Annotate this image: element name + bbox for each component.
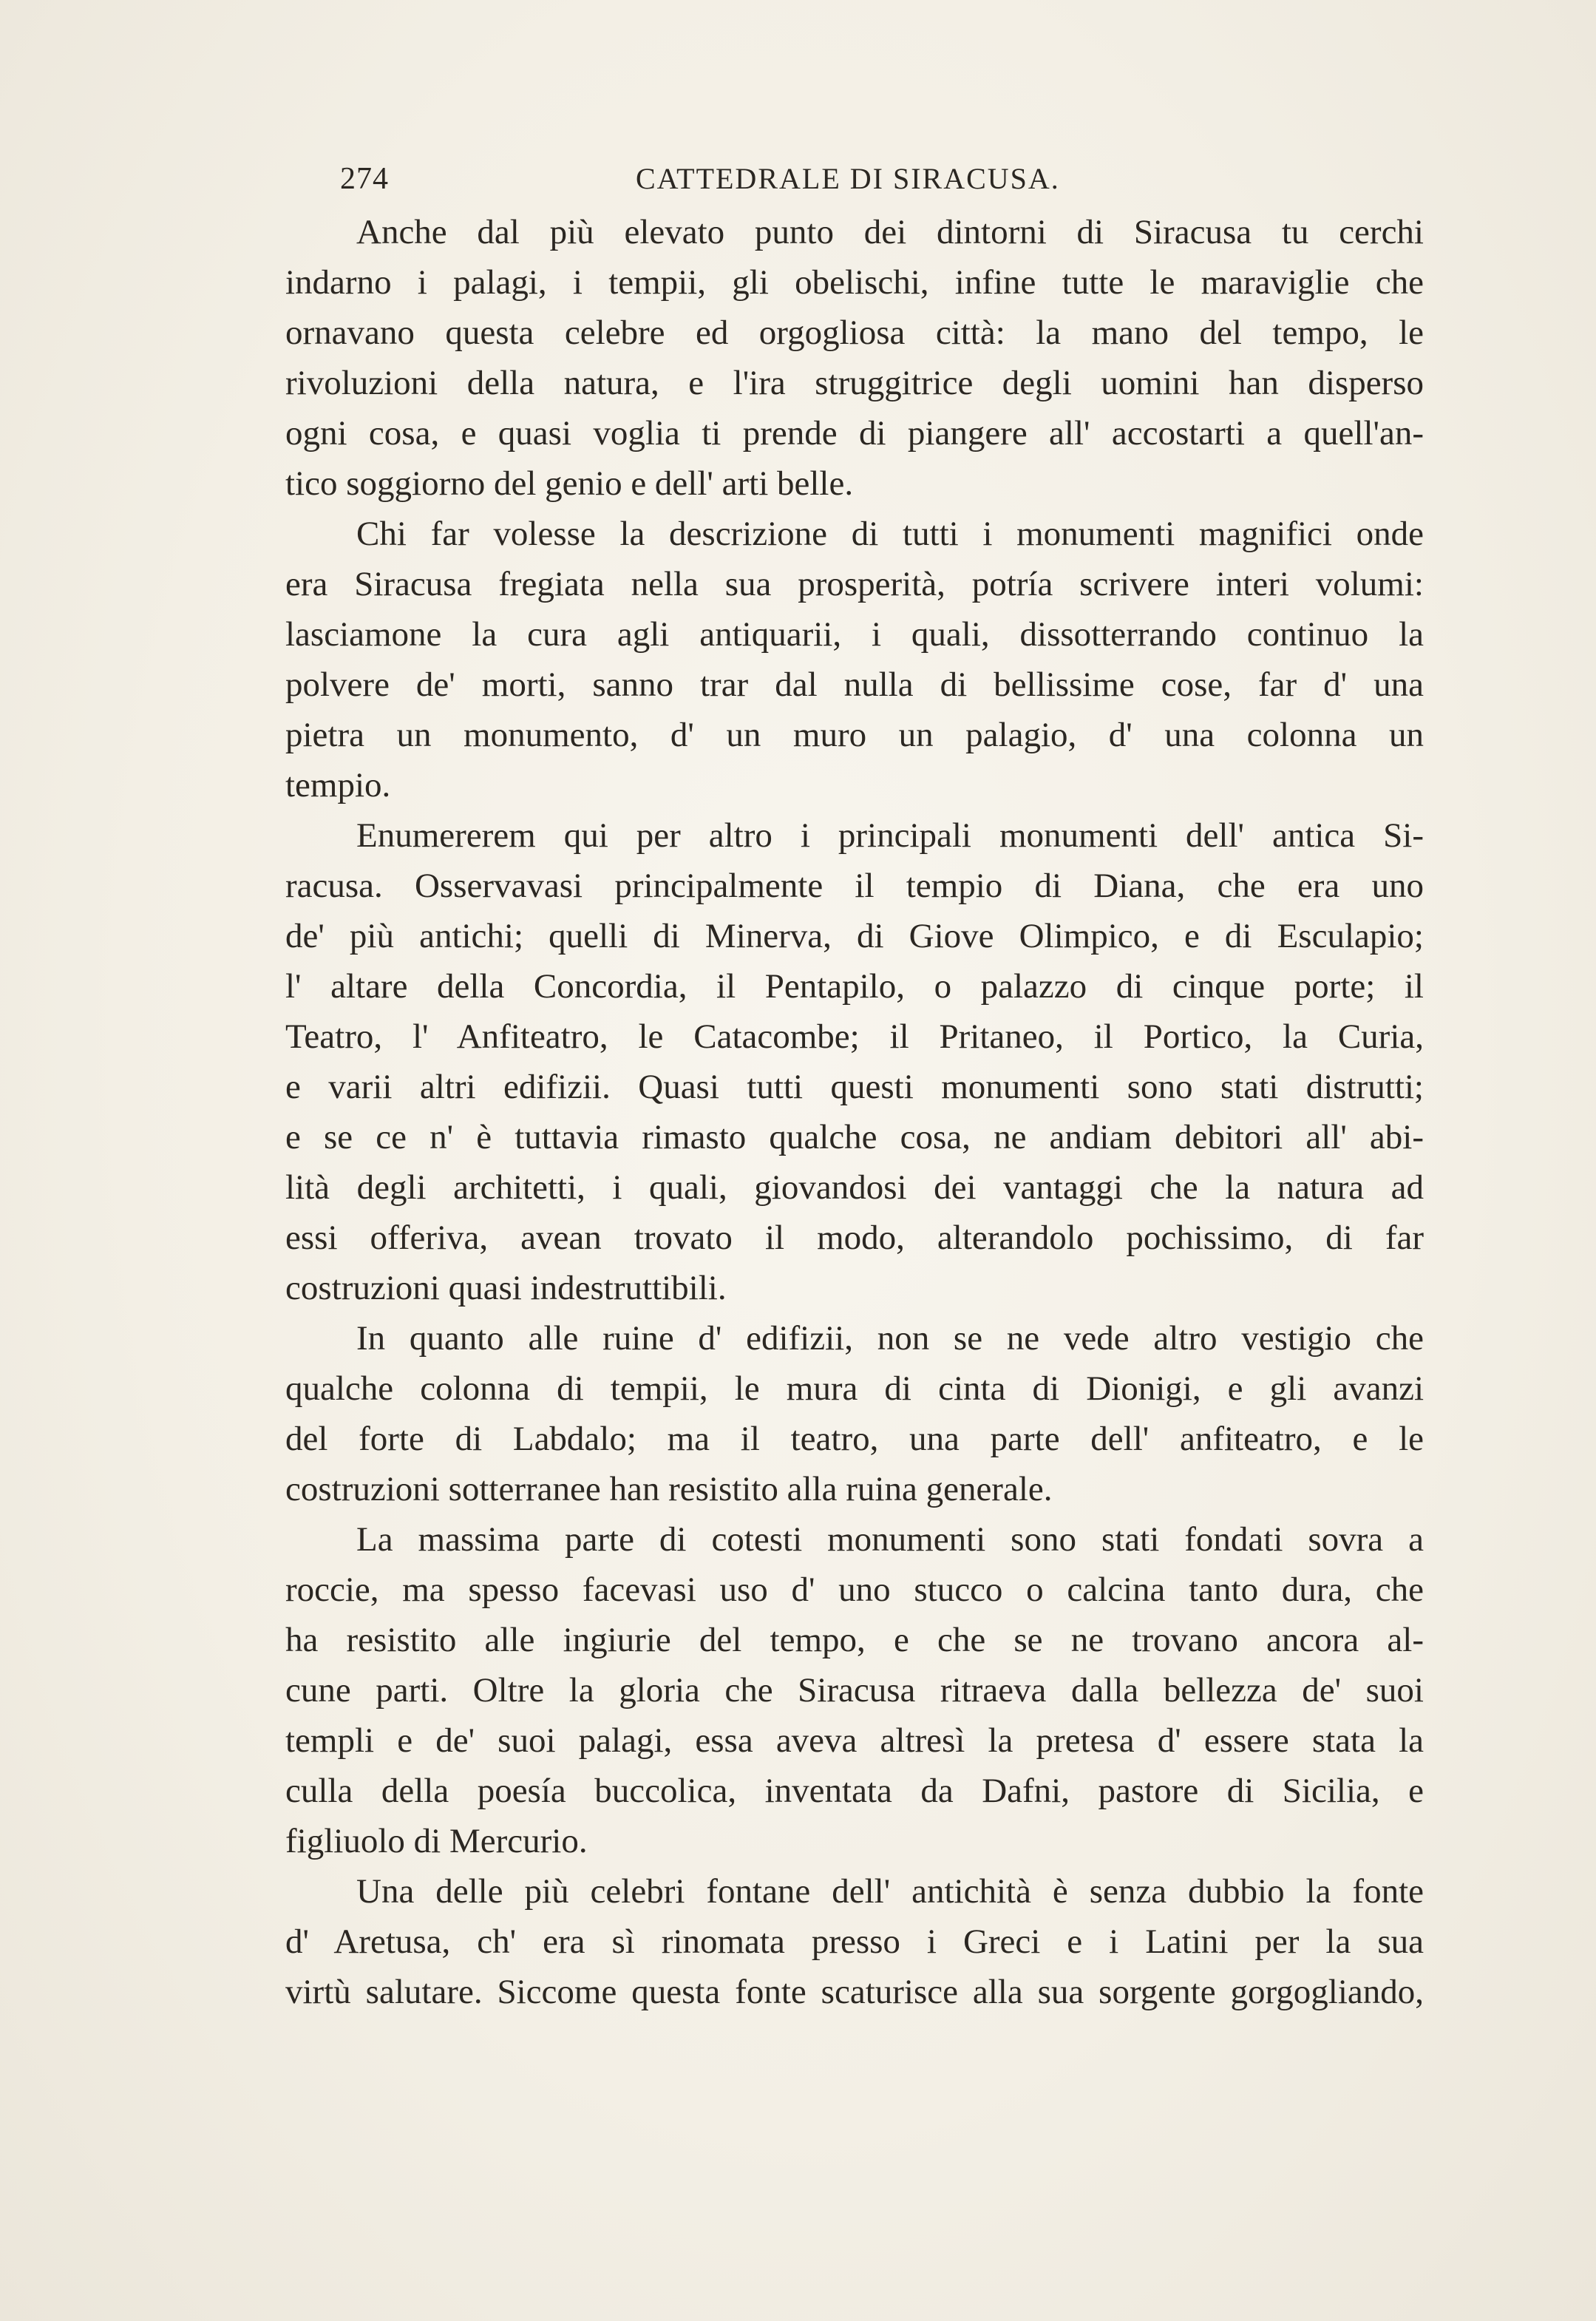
body-text: [285, 207, 1424, 2017]
text-line: e se ce n' è tuttavia rimasto qualche cosa, ne andiam debitori all' abi-: [285, 1118, 1424, 1156]
paragraph-3: [285, 810, 1424, 1313]
text-line: tico soggiorno del genio e dell' arti belle.: [285, 464, 854, 503]
text-line: Enumererem qui per altro i principali monumenti dell' antica Si-: [356, 816, 1424, 855]
text-line: qualche colonna di tempii, le mura di cinta di Dionigi, e gli avanzi: [285, 1369, 1424, 1408]
text-line: Anche dal più elevato punto dei dintorni di Siracusa tu cerchi: [356, 213, 1424, 251]
text-line: culla della poesía buccolica, inventata da Dafni, pastore di Sicilia, e: [285, 1772, 1424, 1810]
page-number: 274: [340, 162, 389, 196]
text-line: ornavano questa celebre ed orgogliosa città: la mano del tempo, le: [285, 314, 1424, 352]
text-line: l' altare della Concordia, il Pentapilo, o palazzo di cinque porte; il: [285, 967, 1424, 1006]
paragraph-1: [285, 207, 1424, 509]
text-line: racusa. Osservavasi principalmente il tempio di Diana, che era uno: [285, 867, 1424, 905]
text-line: cune parti. Oltre la gloria che Siracusa ritraeva dalla bellezza de' suoi: [285, 1671, 1424, 1710]
text-line: templi e de' suoi palagi, essa aveva altresì la pretesa d' essere stata la: [285, 1721, 1424, 1760]
text-line: polvere de' morti, sanno trar dal nulla di bellissime cose, far d' una: [285, 665, 1424, 704]
paragraph-4: [285, 1313, 1424, 1514]
text-line: pietra un monumento, d' un muro un palagio, d' una colonna un: [285, 716, 1424, 754]
text-line: e varii altri edifizii. Quasi tutti questi monumenti sono stati distrutti;: [285, 1068, 1424, 1106]
text-line: virtù salutare. Siccome questa fonte scaturisce alla sua sorgente gorgogliando,: [285, 1973, 1424, 2011]
text-line: Chi far volesse la descrizione di tutti i monumenti magnifici onde: [356, 515, 1424, 553]
text-line: ogni cosa, e quasi voglia ti prende di piangere all' accostarti a quell'an-: [285, 414, 1424, 453]
text-line: era Siracusa fregiata nella sua prosperità, potría scrivere interi volumi:: [285, 565, 1424, 603]
text-line: Una delle più celebri fontane dell' antichità è senza dubbio la fonte: [356, 1872, 1424, 1911]
text-line: essi offeriva, avean trovato il modo, alterandolo pochissimo, di far: [285, 1219, 1424, 1257]
text-line: figliuolo di Mercurio.: [285, 1822, 588, 1860]
text-line: La massima parte di cotesti monumenti sono stati fondati sovra a: [356, 1520, 1424, 1559]
text-line: indarno i palagi, i tempii, gli obelischi, infine tutte le maraviglie che: [285, 263, 1424, 302]
text-line: costruzioni quasi indestruttibili.: [285, 1269, 727, 1307]
text-line: d' Aretusa, ch' era sì rinomata presso i Greci e i Latini per la sua: [285, 1922, 1424, 1961]
text-line: Teatro, l' Anfiteatro, le Catacombe; il Pritaneo, il Portico, la Curia,: [285, 1017, 1424, 1056]
running-head: [340, 161, 1212, 206]
text-line: In quanto alle ruine d' edifizii, non se ne vede altro vestigio che: [356, 1319, 1424, 1358]
paragraph-5: [285, 1514, 1424, 1866]
text-line: de' più antichi; quelli di Minerva, di Giove Olimpico, e di Esculapio;: [285, 917, 1424, 955]
text-line: lasciamone la cura agli antiquarii, i quali, dissotterrando continuo la: [285, 615, 1424, 654]
text-line: del forte di Labdalo; ma il teatro, una parte dell' anfiteatro, e le: [285, 1420, 1424, 1458]
text-line: rivoluzioni della natura, e l'ira struggitrice degli uomini han disperso: [285, 364, 1424, 402]
paragraph-6: [285, 1866, 1424, 2017]
text-line: roccie, ma spesso facevasi uso d' uno stucco o calcina tanto dura, che: [285, 1571, 1424, 1609]
text-line: lità degli architetti, i quali, giovandosi dei vantaggi che la natura ad: [285, 1168, 1424, 1207]
text-line: ha resistito alle ingiurie del tempo, e che se ne trovano ancora al-: [285, 1621, 1424, 1659]
paragraph-2: [285, 509, 1424, 810]
running-title: CATTEDRALE DI SIRACUSA.: [636, 162, 1060, 195]
text-line: tempio.: [285, 766, 391, 804]
text-line: costruzioni sotterranee han resistito alla ruina generale.: [285, 1470, 1053, 1508]
